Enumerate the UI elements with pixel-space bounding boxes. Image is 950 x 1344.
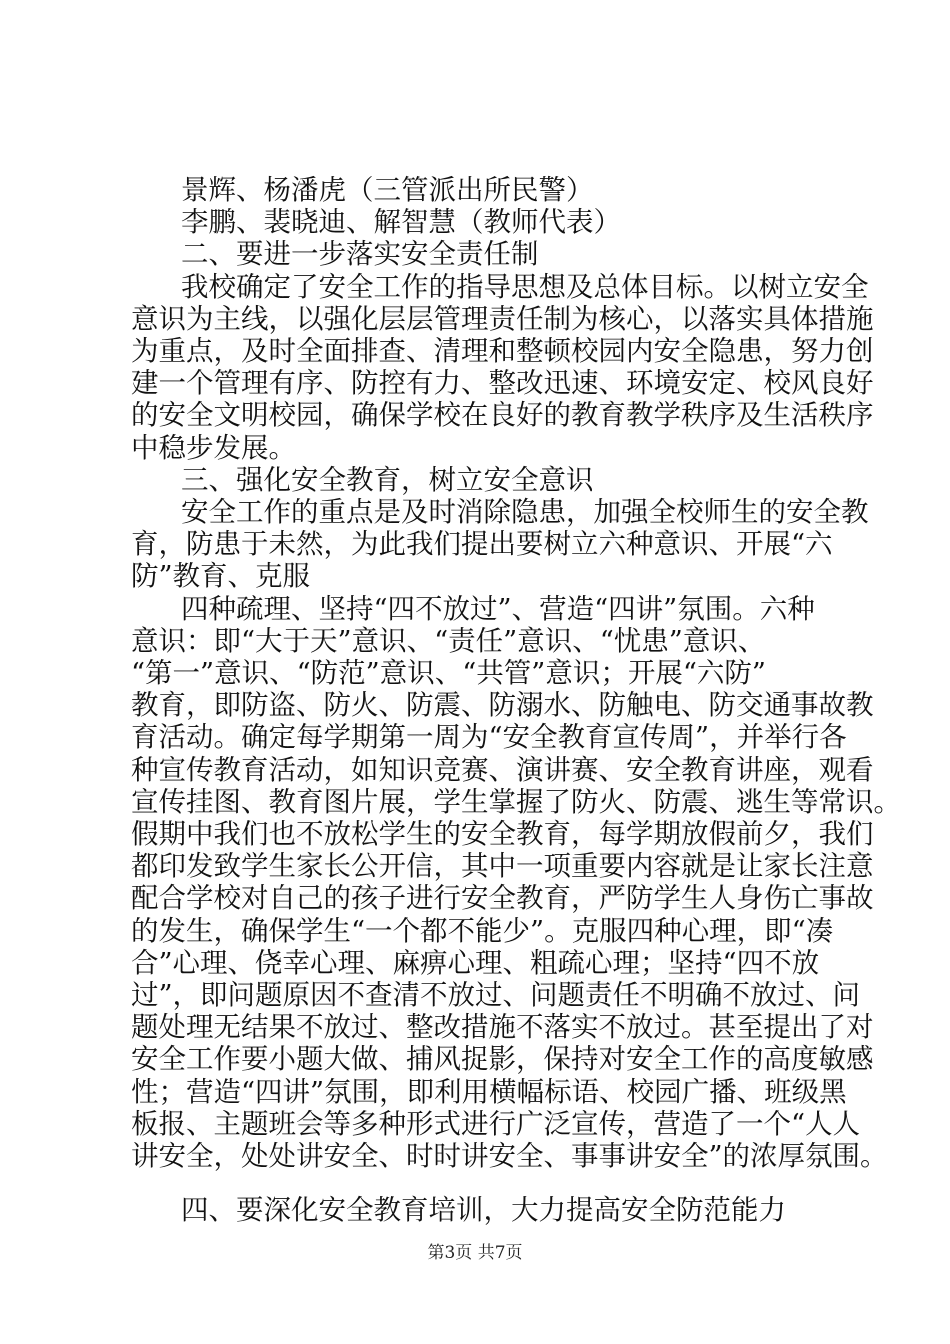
text-line: 景辉、杨潘虎（三管派出所民警） — [181, 174, 594, 206]
text-line: 李鹏、裴晓迪、解智慧（教师代表） — [181, 206, 621, 238]
text-line: 合”心理、侥幸心理、麻痹心理、粗疏心理；坚持“四不放 — [131, 947, 820, 979]
text-line: 防”教育、克服 — [131, 560, 311, 592]
text-line: 建一个管理有序、防控有力、整改迅速、环境安定、校风良好 — [131, 367, 874, 399]
text-line: 种宣传教育活动，如知识竞赛、演讲赛、安全教育讲座，观看 — [131, 754, 874, 786]
text-line: 板报、主题班会等多种形式进行广泛宣传，营造了一个“人人 — [131, 1108, 861, 1140]
text-line: 假期中我们也不放松学生的安全教育，每学期放假前夕，我们 — [131, 818, 874, 850]
text-line: 四种疏理、坚持“四不放过”、营造“四讲”氛围。六种 — [181, 593, 815, 625]
text-line: 我校确定了安全工作的指导思想及总体目标。以树立安全 — [181, 271, 869, 303]
text-line: 中稳步发展。 — [131, 432, 296, 464]
text-line: 安全工作要小题大做、捕风捉影，保持对安全工作的高度敏感 — [131, 1043, 874, 1075]
text-line: 安全工作的重点是及时消除隐患，加强全校师生的安全教 — [181, 496, 869, 528]
text-line: 性；营造“四讲”氛围，即利用横幅标语、校园广播、班级黑 — [131, 1076, 847, 1108]
text-line: 讲安全，处处讲安全、时时讲安全、事事讲安全”的浓厚氛围。 — [131, 1140, 888, 1172]
text-line: 的发生，确保学生“一个都不能少”。克服四种心理，即“凑 — [131, 915, 834, 947]
text-line: 为重点，及时全面排查、清理和整顿校园内安全隐患，努力创 — [131, 335, 874, 367]
section-heading: 三、强化安全教育，树立安全意识 — [181, 464, 594, 496]
section-heading: 二、要进一步落实安全责任制 — [181, 238, 539, 270]
text-line: 的安全文明校园，确保学校在良好的教育教学秩序及生活秩序 — [131, 399, 874, 431]
text-line: 意识为主线，以强化层层管理责任制为核心，以落实具体措施 — [131, 303, 874, 335]
text-line: 配合学校对自己的孩子进行安全教育，严防学生人身伤亡事故 — [131, 882, 874, 914]
text-line: 意识：即“大于天”意识、“责任”意识、“忧患”意识、 — [131, 625, 766, 657]
text-line: “第一”意识、“防范”意识、“共管”意识；开展“六防” — [131, 657, 766, 689]
text-line: 宣传挂图、教育图片展，学生掌握了防火、防震、逃生等常识。 — [131, 786, 901, 818]
text-line: 育活动。确定每学期第一周为“安全教育宣传周”，并举行各 — [131, 721, 847, 753]
text-line: 过”，即问题原因不查清不放过、问题责任不明确不放过、问 — [131, 979, 861, 1011]
text-line: 教育，即防盗、防火、防震、防溺水、防触电、防交通事故教 — [131, 689, 874, 721]
text-line: 育，防患于未然，为此我们提出要树立六种意识、开展“六 — [131, 528, 833, 560]
text-line: 都印发致学生家长公开信，其中一项重要内容就是让家长注意 — [131, 850, 874, 882]
section-heading: 四、要深化安全教育培训，大力提高安全防范能力 — [181, 1194, 786, 1226]
page-footer: 第3页 共7页 — [427, 1243, 523, 1263]
text-line: 题处理无结果不放过、整改措施不落实不放过。甚至提出了对 — [131, 1011, 874, 1043]
